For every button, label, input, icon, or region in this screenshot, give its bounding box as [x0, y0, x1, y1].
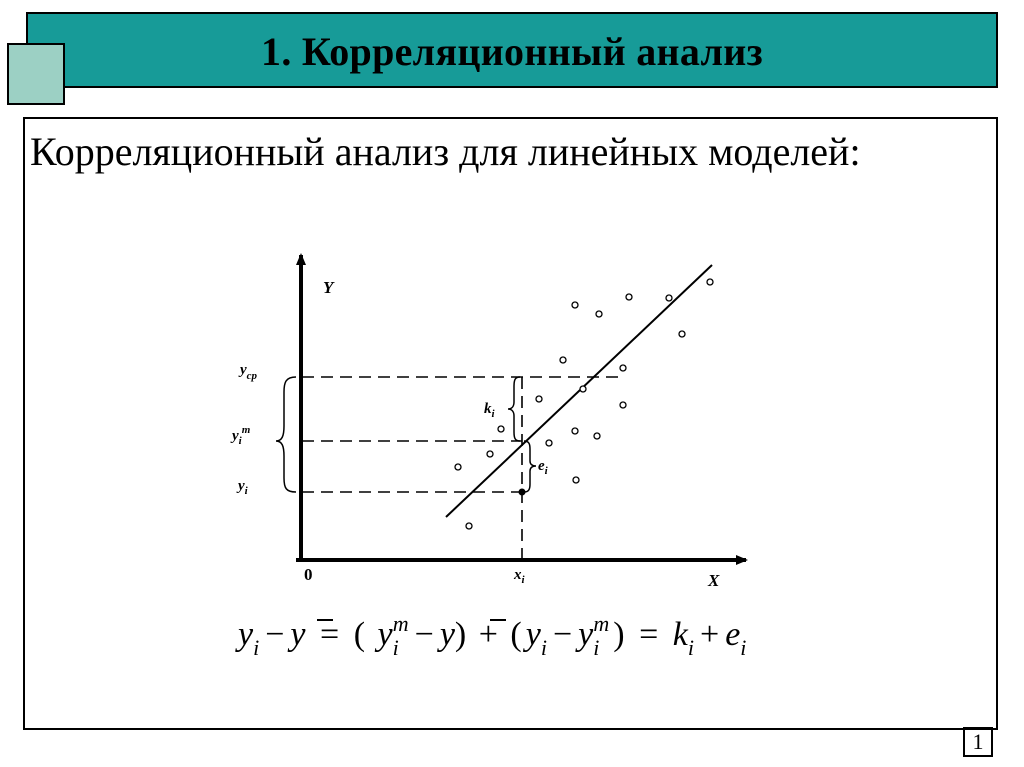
data-point [572, 428, 578, 434]
y-mean-label: $y_{ср}$ [240, 362, 258, 382]
y-model-label: $y_i^m$ [232, 424, 251, 447]
data-point [560, 357, 566, 363]
data-point [487, 451, 493, 457]
data-point [620, 365, 626, 371]
page-number: 1 [963, 727, 993, 757]
slide-title: 1. Корреляционный анализ [261, 29, 763, 74]
data-point [455, 464, 461, 470]
k-brace [508, 377, 520, 441]
xi-label: $x_i$ [514, 567, 525, 586]
data-point [679, 331, 685, 337]
data-point [466, 523, 472, 529]
slide-subtitle: Корреляционный анализ для линейных моделей: [30, 129, 861, 174]
data-point [536, 396, 542, 402]
x-axis-label: X [708, 571, 720, 590]
data-point [573, 477, 579, 483]
e-brace [524, 441, 536, 492]
origin-label: 0 [304, 565, 313, 584]
y-axis-label: Y [323, 278, 334, 297]
data-point [498, 426, 504, 432]
data-point [626, 294, 632, 300]
data-point [572, 302, 578, 308]
e-label: $e_i$ [538, 458, 548, 477]
observed-point [519, 489, 526, 496]
decomposition-formula [235, 611, 746, 660]
data-point [596, 311, 602, 317]
svg-text:yi−y = ( yim: $y_i - y$ = ( $y_im - y$) + ( $y_i - y_im$ ) = $k_i + e_i$ [238, 611, 747, 660]
k-label: $k_i$ [484, 401, 495, 420]
y-observed-label: $y_i$ [238, 478, 248, 497]
data-point [546, 440, 552, 446]
left-brace [276, 377, 296, 492]
data-point [594, 433, 600, 439]
data-point [620, 402, 626, 408]
data-point [580, 386, 586, 392]
data-point [707, 279, 713, 285]
data-point [666, 295, 672, 301]
